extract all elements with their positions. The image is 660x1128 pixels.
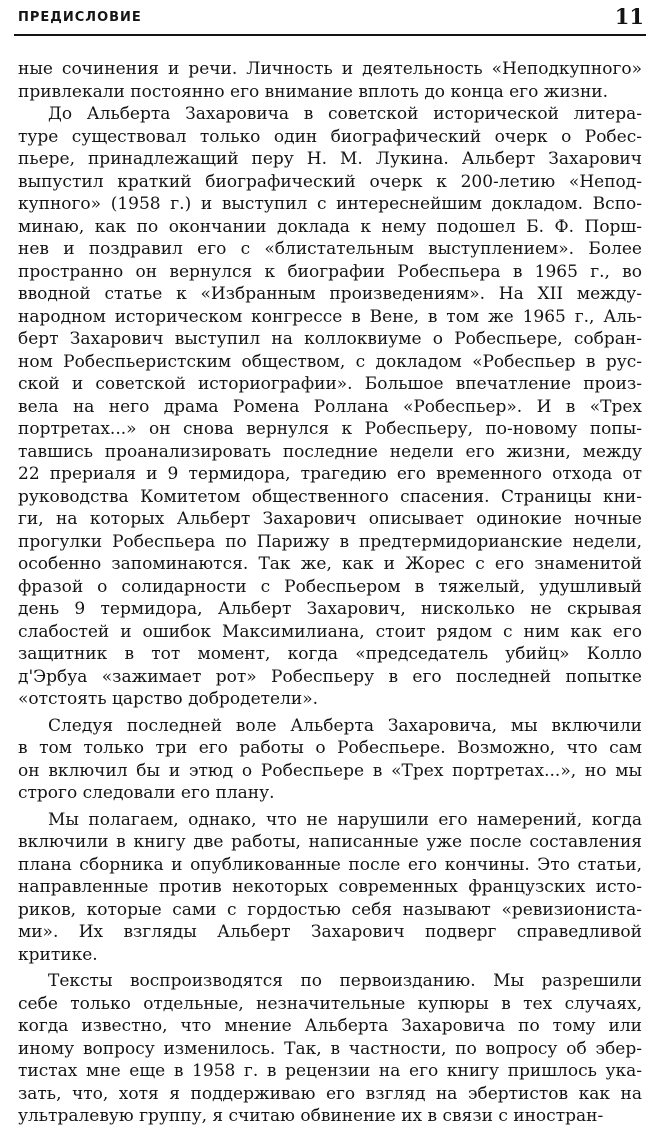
text-line: ные сочинения и речи. Личность и деятельность «Неподкупного» bbox=[18, 59, 642, 79]
text-line: выпустил краткий биографический очерк к 200-летию «Непод- bbox=[18, 171, 642, 192]
page-number: 11 bbox=[614, 4, 644, 29]
text-line: себе только отдельные, незначительные купюры в тех случаях, bbox=[18, 993, 642, 1014]
text-line: туре существовал только один биографический очерк о Робес- bbox=[18, 126, 642, 147]
text-line: фразой о солидарности с Робеспьером в тяжелый, удушливый bbox=[18, 576, 642, 597]
text-line: вела на него драма Ромена Роллана «Робеспьер». И в «Трех bbox=[18, 396, 642, 417]
paragraph bbox=[18, 715, 642, 805]
text-line: Мы полагаем, однако, что не нарушили его намерений, когда bbox=[48, 809, 642, 830]
text-line: зать, что, хотя я поддерживаю его взгляд на эбертистов как на bbox=[18, 1083, 642, 1104]
text-line: тистах мне еще в 1958 г. в рецензии на его книгу пришлось ука- bbox=[18, 1061, 642, 1081]
text-line: Следуя последней воле Альберта Захаровича, мы включили bbox=[48, 715, 642, 736]
text-line: направленные против некоторых современных французских исто- bbox=[18, 877, 642, 897]
text-line: слабостей и ошибок Максимилиана, стоит рядом с ним как его bbox=[18, 621, 642, 642]
text-line: д'Эрбуа «зажимает рот» Робеспьеру в его последней попытке bbox=[18, 666, 642, 687]
header-rule bbox=[14, 34, 646, 36]
text-line: привлекали постоянно его внимание вплоть до конца его жизни. bbox=[18, 81, 609, 102]
text-line: руководства Комитетом общественного спасения. Страницы кни- bbox=[18, 486, 642, 507]
text-line: вводной статье к «Избранным произведениям». На XII между- bbox=[18, 284, 642, 304]
text-line: защитник в тот момент, когда «председатель убийц» Колло bbox=[18, 644, 642, 664]
text-line: особенно запоминаются. Так же, как и Жорес с его знаменитой bbox=[18, 554, 642, 574]
text-line: тавшись проанализировать последние недели его жизни, между bbox=[18, 441, 642, 462]
text-line: народном историческом конгрессе в Вене, в том же 1965 г., Аль- bbox=[18, 306, 642, 327]
paragraph bbox=[18, 103, 642, 711]
text-line: он включил бы и этюд о Робеспьере в «Трех портретах...», но мы bbox=[18, 760, 642, 781]
text-line: До Альберта Захаровича в советской исторической литера- bbox=[48, 104, 642, 124]
text-line: когда известно, что мнение Альберта Захаровича по тому или bbox=[18, 1016, 642, 1036]
paragraph bbox=[18, 809, 642, 967]
running-title: ПРЕДИСЛОВИЕ bbox=[18, 10, 142, 25]
running-head bbox=[14, 6, 646, 32]
text-line: прогулки Робеспьера по Парижу в предтермидорианские недели, bbox=[18, 531, 642, 552]
text-line: плана сборника и опубликованные после его кончины. Это статьи, bbox=[18, 854, 642, 875]
text-line: портретах...» он снова вернулся к Робеспьеру, по-новому попы- bbox=[18, 419, 642, 439]
body-text bbox=[18, 58, 642, 1128]
text-line: пространно он вернулся к биографии Робеспьера в 1965 г., во bbox=[18, 261, 642, 282]
text-line: ультралевую группу, я считаю обвинение их в связи с иностран- bbox=[18, 1106, 604, 1126]
text-line: нев и поздравил его с «блистательным выступлением». Более bbox=[18, 239, 642, 259]
paragraph bbox=[18, 970, 642, 1128]
text-line: строго следовали его плану. bbox=[18, 783, 275, 803]
text-line: ми». Их взгляды Альберт Захарович подверг справедливой bbox=[18, 922, 642, 942]
text-line: берт Захарович выступил на коллоквиуме о Робеспьере, собран- bbox=[18, 329, 642, 349]
text-line: «отстоять царство добродетели». bbox=[18, 689, 319, 709]
text-line: риков, которые сами с гордостью себя называют «ревизиониста- bbox=[18, 899, 642, 920]
paragraph bbox=[18, 58, 642, 103]
text-line: день 9 термидора, Альберт Захарович, нисколько не скрывая bbox=[18, 599, 642, 619]
text-line: критике. bbox=[18, 944, 98, 965]
text-line: купного» (1958 г.) и выступил с интереснейшим докладом. Вспо- bbox=[18, 194, 642, 214]
text-line: пьере, принадлежащий перу Н. М. Лукина. Альберт Захарович bbox=[18, 149, 642, 169]
text-line: включили в книгу две работы, написанные уже после составления bbox=[18, 832, 642, 852]
text-line: ном Робеспьеристским обществом, с докладом «Робеспьер в рус- bbox=[18, 351, 642, 372]
text-line: Тексты воспроизводятся по первоизданию. Мы разрешили bbox=[48, 971, 642, 991]
text-line: ги, на которых Альберт Захарович описывает одинокие ночные bbox=[18, 509, 642, 529]
text-line: иному вопросу изменилось. Так, в частности, по вопросу об эбер- bbox=[18, 1038, 642, 1059]
text-line: в том только три его работы о Робеспьере. Возможно, что сам bbox=[18, 738, 642, 758]
text-line: ской и советской историографии». Большое впечатление произ- bbox=[18, 374, 642, 394]
text-line: 22 прериаля и 9 термидора, трагедию его временного отхода от bbox=[18, 464, 642, 484]
text-line: минаю, как по окончании доклада к нему подошел Б. Ф. Порш- bbox=[18, 216, 642, 237]
